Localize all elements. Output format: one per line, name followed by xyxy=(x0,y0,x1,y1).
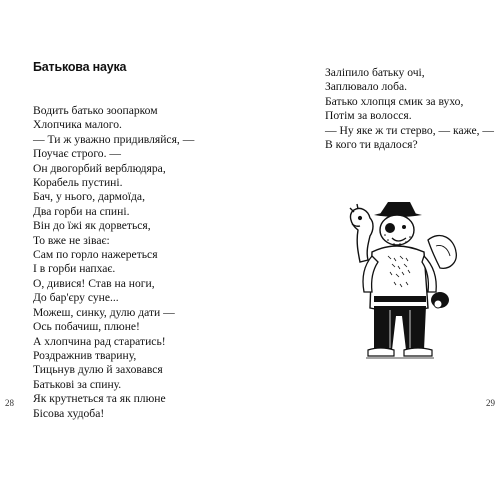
poem-stanza-right xyxy=(325,66,494,152)
poem-line: А хлопчина рад старатись! xyxy=(33,334,166,348)
page-number-left: 28 xyxy=(5,398,14,408)
poem-line: Можеш, синку, дулю дати — xyxy=(33,305,175,319)
poem-line: Він до їжі як дорветься, xyxy=(33,219,151,233)
poem-line: Потім за волосся. xyxy=(325,109,412,123)
poem-title: Батькова наука xyxy=(33,60,127,74)
poem-line: Ось побачиш, плюне! xyxy=(33,320,140,334)
poem-line: Роздражнив тварину, xyxy=(33,348,137,362)
page-number-right: 29 xyxy=(486,398,495,408)
poem-line: Батькові за спину. xyxy=(33,377,122,391)
poem-line: О, дивися! Став на ноги, xyxy=(33,276,155,290)
poem-line: Тицьнув дулю й заховався xyxy=(33,363,163,377)
poem-line: До бар'єру суне... xyxy=(33,291,119,305)
poem-line: То вже не зіває: xyxy=(33,233,110,247)
poem-line: Бач, у нього, дармоїда, xyxy=(33,190,145,204)
poem-line: — Ти ж уважно придивляйся, — xyxy=(33,132,195,146)
poem-line: Хлопчика малого. xyxy=(33,118,122,132)
poem-line: Як крутнеться та як плюне xyxy=(33,392,166,406)
poem-line: В кого ти вдалося? xyxy=(325,138,418,152)
poem-line: Поучає строго. — xyxy=(33,147,121,161)
poem-stanza-left xyxy=(33,104,194,421)
poem-line: Водить батько зоопарком xyxy=(33,104,158,117)
poem-line: Заліпило батьку очі, xyxy=(325,66,425,79)
poem-line: Он двогорбий верблюдяра, xyxy=(33,161,166,175)
right-page xyxy=(250,0,500,500)
poem-line: Заплювало лоба. xyxy=(325,80,408,94)
father-son-camel-illustration xyxy=(340,200,460,365)
poem-line: Сам по горло нажереться xyxy=(33,248,158,262)
poem-line: Два горби на спині. xyxy=(33,204,130,218)
poem-line: І в горби напхає. xyxy=(33,262,116,276)
poem-line: Бісова худоба! xyxy=(33,406,105,420)
poem-line: Батько хлопця смик за вухо, xyxy=(325,94,464,108)
poem-line: Корабель пустині. xyxy=(33,176,123,190)
poem-line: — Ну яке ж ти стерво, — каже, — xyxy=(325,123,494,137)
